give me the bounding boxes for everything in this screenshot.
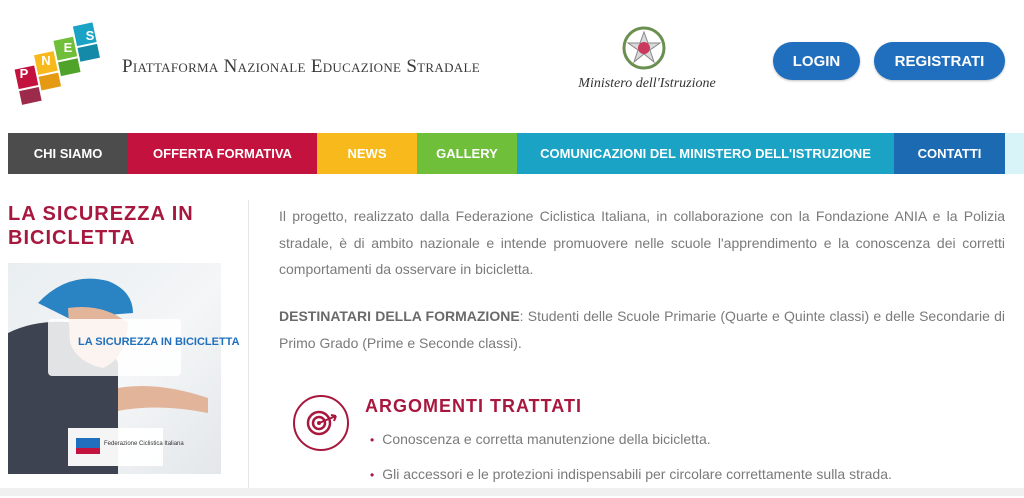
pnes-logo[interactable] bbox=[10, 22, 110, 98]
target-icon bbox=[293, 395, 349, 451]
sidebar-title: LA SICUREZZA IN BICICLETTA bbox=[8, 203, 194, 249]
svg-text:E: E bbox=[63, 40, 73, 55]
republic-emblem-icon bbox=[620, 24, 668, 72]
nav-item-news[interactable]: NEWS bbox=[317, 133, 417, 174]
bottom-border bbox=[0, 488, 1024, 496]
ministry-label: Ministero dell'Istruzione bbox=[578, 76, 716, 91]
cyclist-image bbox=[8, 263, 240, 474]
nav-item-contatti[interactable]: CONTATTI bbox=[894, 133, 1005, 174]
recipients-label: DESTINATARI DELLA FORMAZIONE bbox=[279, 308, 520, 324]
svg-text:S: S bbox=[85, 28, 95, 43]
svg-text:P: P bbox=[19, 66, 29, 81]
svg-text:Federazione Ciclistica Italian: Federazione Ciclistica Italiana bbox=[104, 441, 184, 447]
recipients-text: : Studenti delle Scuole Primarie (Quarte e Quinte classi) e delle Secondarie di Primo Grado (Prime e Seconde classi). bbox=[279, 308, 1005, 351]
site-title: Piattaforma Nazionale Educazione Stradale bbox=[122, 56, 480, 77]
nav-item-offerta-formativa[interactable]: OFFERTA FORMATIVA bbox=[128, 133, 317, 174]
svg-text:N: N bbox=[41, 53, 51, 68]
recipients-paragraph bbox=[279, 303, 1005, 356]
nav-item-comunicazioni[interactable]: COMUNICAZIONI DEL MINISTERO DELL'ISTRUZIONE bbox=[517, 133, 894, 174]
list-item: • Gli accessori e le protezioni indispensabili per circolare correttamente sulla strada. bbox=[370, 463, 892, 498]
column-divider bbox=[248, 200, 249, 496]
main-nav bbox=[8, 133, 1024, 174]
nav-item-gallery[interactable]: GALLERY bbox=[417, 133, 517, 174]
intro-paragraph: Il progetto, realizzato dalla Federazione Ciclistica Italiana, in collaborazione con la Fondazione ANIA e la Polizia stradale, è di ambito nazionale e intende promuovere nelle scuole l'apprendimento e la conoscenza dei corretti comportamenti da osservare in bicicletta. bbox=[279, 208, 1005, 277]
login-button[interactable]: LOGIN bbox=[773, 42, 860, 80]
list-item: • Conoscenza e corretta manutenzione della bicicletta. bbox=[370, 428, 892, 463]
svg-text:LA SICUREZZA IN BICICLETTA: LA SICUREZZA IN BICICLETTA bbox=[78, 336, 240, 348]
nav-item-chi-siamo[interactable]: CHI SIAMO bbox=[8, 133, 128, 174]
register-button[interactable]: REGISTRATI bbox=[874, 42, 1005, 80]
topics-title: ARGOMENTI TRATTATI bbox=[365, 396, 582, 416]
